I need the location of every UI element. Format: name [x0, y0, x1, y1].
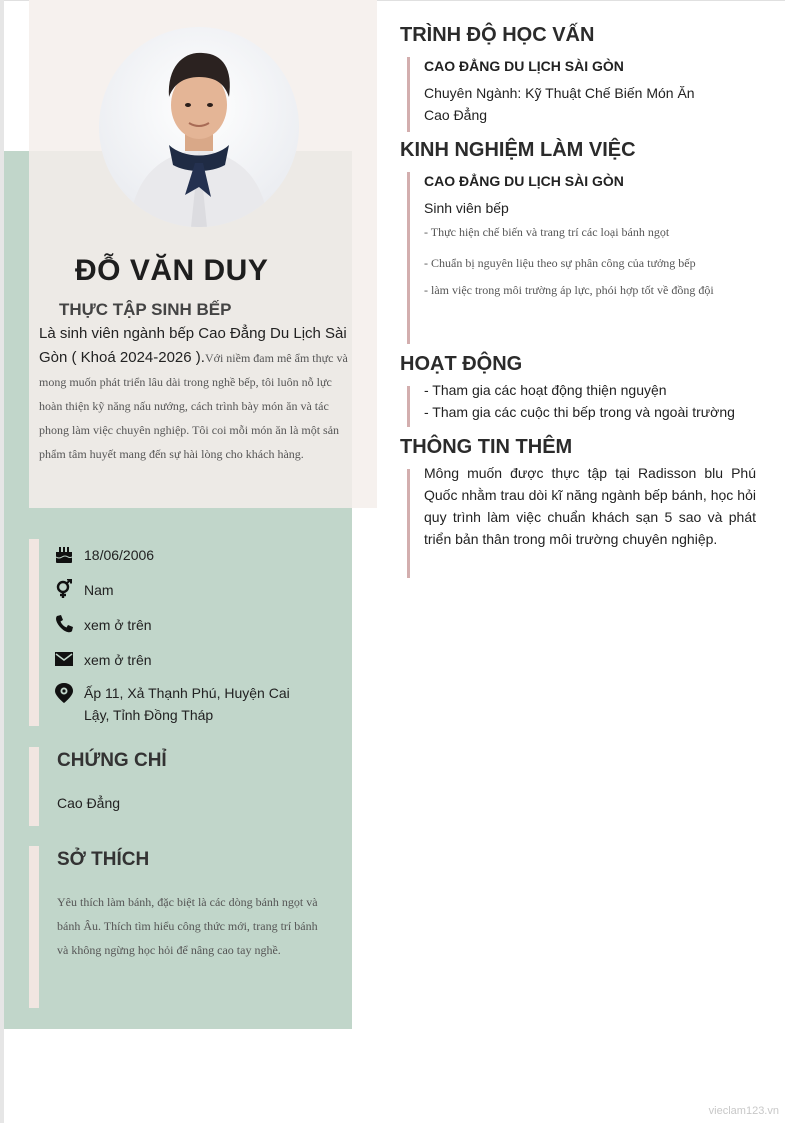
extra-title: THÔNG TIN THÊM [400, 436, 573, 458]
certificate-item: Cao Đẳng [57, 795, 121, 811]
extra-text: Mông muốn được thực tập tại Radisson blu Phú Quốc nhằm trau dòi kĩ năng ngành bếp bánh, học hỏi quy trình làm việc chuẩn khách sạn 5 sao và phát triển bản thân trong môi trường chuyên nghiệp. [424, 465, 756, 547]
contact-accent-bar [29, 539, 39, 726]
mail-icon [54, 649, 74, 669]
activities-accent-bar [407, 386, 410, 427]
hobbies-text: Yêu thích làm bánh, đặc biệt là các dòng bánh ngọt và bánh Âu. Thích tìm hiểu công thức mới, trang trí bánh và không ngừng học hỏi để nâng cao tay nghề. [57, 895, 318, 957]
chef-portrait-icon [99, 27, 299, 227]
education-school: CAO ĐẲNG DU LỊCH SÀI GÒN [424, 58, 624, 74]
summary-rest: Với niềm đam mê ẩm thực và mong muốn phát triển lâu dài trong nghề bếp, tôi luôn nỗ lực hoàn thiện kỹ năng nấu nướng, cách trình bày món ăn và tác phong làm việc chuyên nghiệp. Tôi coi mỗi món ăn là một sản phẩm tâm huyết mang đến sự hài lòng cho khách hàng. [39, 351, 348, 461]
experience-company: CAO ĐẲNG DU LỊCH SÀI GÒN [424, 173, 624, 189]
contact-birthday [54, 544, 304, 566]
contact-phone [54, 614, 304, 636]
candidate-role: THỰC TẬP SINH BẾP [59, 300, 232, 319]
education-major: Chuyên Ngành: Kỹ Thuật Chế Biến Món Ăn [424, 85, 695, 101]
experience-position: Sinh viên bếp [424, 200, 509, 216]
activity-item: - Tham gia các cuộc thi bếp trong và ngoài trường [424, 404, 735, 420]
cake-icon [54, 544, 74, 564]
birthday-value: 18/06/2006 [84, 547, 155, 563]
certificates-title: CHỨNG CHỈ [57, 750, 167, 771]
education-level: Cao Đẳng [424, 107, 488, 123]
email-value: xem ở trên [84, 652, 152, 668]
activities-title: HOẠT ĐỘNG [400, 353, 523, 375]
contact-email [54, 649, 304, 671]
education-title: TRÌNH ĐỘ HỌC VẤN [400, 24, 595, 46]
experience-task: - làm việc trong môi trường áp lực, phói hợp tốt về đồng đội [424, 283, 714, 297]
contact-address [54, 682, 304, 726]
gender-icon [54, 579, 74, 599]
profile-photo [99, 27, 299, 227]
certificates-accent-bar [29, 747, 39, 826]
candidate-name: ĐỖ VĂN DUY [75, 254, 269, 287]
education-accent-bar [407, 57, 410, 132]
summary-lead: Là sinh viên ngành bếp Cao Đẳng Du Lịch Sài Gòn ( Khoá 2024-2026 ). [39, 325, 347, 366]
address-value: Ấp 11, Xả Thạnh Phú, Huyện Cai Lậy, Tỉnh Đồng Tháp [84, 685, 290, 723]
experience-task: - Chuẩn bị nguyên liệu theo sự phân công của tưởng bếp [424, 256, 696, 270]
location-icon [54, 682, 74, 702]
phone-value: xem ở trên [84, 617, 152, 633]
experience-title: KINH NGHIỆM LÀM VIỆC [400, 139, 636, 161]
phone-icon [54, 614, 74, 634]
watermark: vieclam123.vn [708, 1105, 779, 1117]
experience-task: - Thực hiện chế biến và trang trí các loại bánh ngọt [424, 225, 670, 239]
gender-value: Nam [84, 582, 114, 598]
profile-summary [39, 322, 351, 466]
extra-accent-bar [407, 469, 410, 578]
experience-accent-bar [407, 172, 410, 344]
hobbies-accent-bar [29, 846, 39, 1008]
hobbies-title: SỞ THÍCH [57, 849, 150, 870]
activity-item: - Tham gia các hoạt động thiện nguyện [424, 382, 667, 398]
contact-gender [54, 579, 304, 601]
